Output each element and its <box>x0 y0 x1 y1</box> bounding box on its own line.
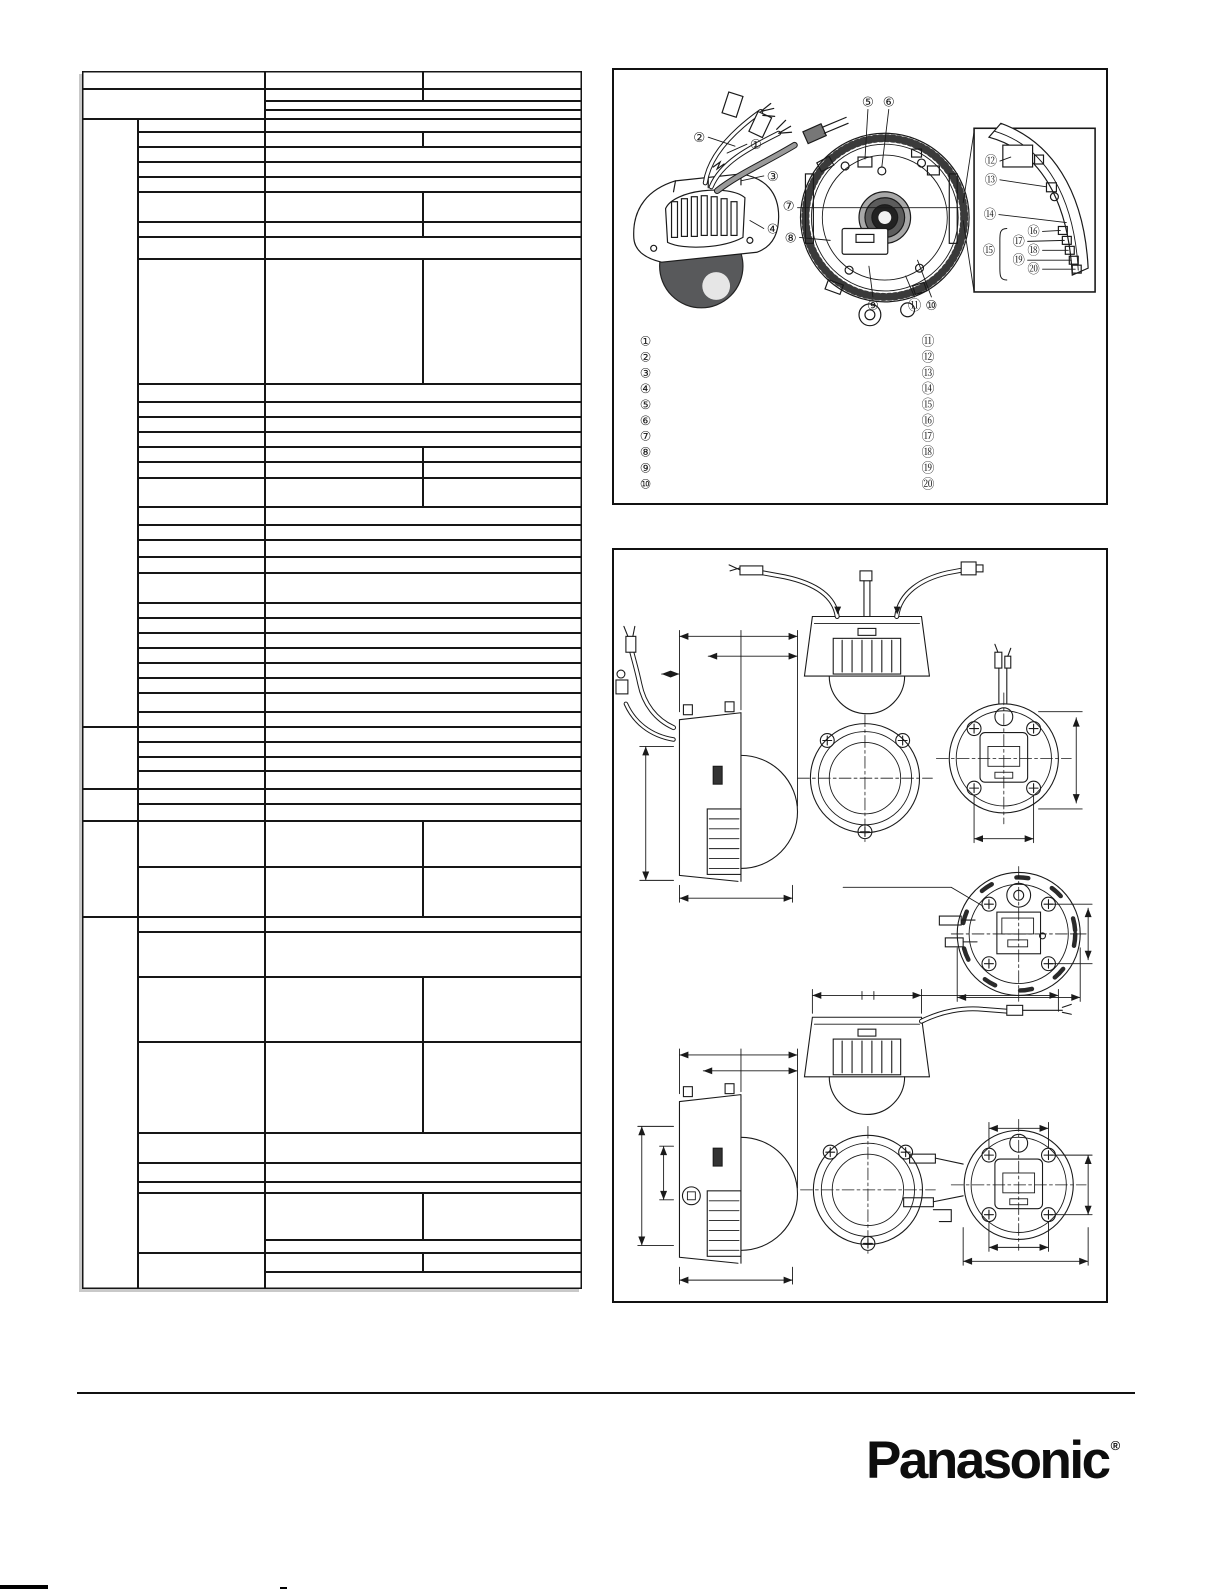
legend-item: ⑤ <box>639 398 652 414</box>
base-leader-line <box>843 887 983 906</box>
legend-item: ⑧ <box>639 445 652 461</box>
callout-7: ⑦ <box>782 199 795 215</box>
page-edge-mark <box>0 1585 48 1589</box>
dimension-set-1 <box>616 562 1071 881</box>
parts-figure-box <box>612 68 1108 505</box>
legend-item: ⑫ <box>921 350 935 366</box>
callout-16: ⑯ <box>1027 223 1040 239</box>
callout-5: ⑤ <box>861 95 874 111</box>
rear-view-plugs <box>904 1154 964 1221</box>
top-view-cables <box>729 562 983 617</box>
legend-item: ⑭ <box>921 382 935 398</box>
callout-4: ④ <box>766 222 779 238</box>
legend-item: ⑮ <box>921 398 935 414</box>
group-bracket <box>1000 228 1007 280</box>
legend-item: ⑬ <box>921 366 935 382</box>
spec-table-grid <box>82 71 582 1289</box>
top-view-cable-right <box>922 1004 1072 1021</box>
callout-8: ⑧ <box>784 231 797 247</box>
callout-14: ⑭ <box>983 206 997 222</box>
callout-20: ⑳ <box>1027 261 1040 277</box>
callout-10: ⑩ <box>925 298 938 314</box>
callout-15: ⑮ <box>982 242 996 258</box>
panasonic-logo <box>866 1431 1121 1490</box>
legend-item: ① <box>639 334 652 350</box>
callout-3: ③ <box>766 169 779 185</box>
rear-view-cable <box>995 644 1011 704</box>
callout-19: ⑲ <box>1012 252 1025 268</box>
parts-diagram <box>614 70 1106 503</box>
callout-18: ⑱ <box>1027 242 1040 258</box>
legend-item: ③ <box>639 366 652 382</box>
registered-trademark-symbol: ® <box>1110 1438 1121 1453</box>
legend-item: ④ <box>639 382 652 398</box>
base-interior-illustration <box>800 131 974 325</box>
legend-item: ② <box>639 350 652 366</box>
mounting-base-view <box>843 866 1086 1001</box>
legend-item: ⑩ <box>639 477 652 493</box>
dome-camera-illustration <box>634 92 848 308</box>
table-border <box>83 72 581 1288</box>
legend-item: ⑨ <box>639 461 652 477</box>
legend-item: ⑳ <box>921 477 935 493</box>
callout-13: ⑬ <box>984 171 998 187</box>
table-column-lines <box>138 71 265 1289</box>
legend-item: ⑪ <box>921 334 935 350</box>
side-view-cables <box>616 626 674 739</box>
dimension-set-2 <box>679 1004 1086 1263</box>
legend-item: ⑰ <box>921 429 935 445</box>
callout-17: ⑰ <box>1012 233 1025 249</box>
legend-column-right <box>922 335 935 493</box>
legend-item: ⑯ <box>921 413 935 429</box>
legend-item: ⑲ <box>921 461 935 477</box>
callout-11: ⑪ <box>907 298 922 314</box>
table-group-lines <box>82 89 582 917</box>
callout-12: ⑫ <box>984 152 998 168</box>
callout-2: ② <box>693 131 706 147</box>
dome-highlight <box>702 272 730 300</box>
legend-item: ⑱ <box>921 445 935 461</box>
legend-column-left <box>640 335 652 493</box>
footer-rule <box>77 1392 1135 1394</box>
spec-table <box>82 71 582 1289</box>
dimensions-diagram <box>614 550 1106 1301</box>
callout-1: ① <box>749 138 762 154</box>
table-row-lines <box>138 132 582 1253</box>
dimensions-figure-box <box>612 548 1108 1303</box>
legend-item: ⑦ <box>639 429 652 445</box>
pcb-connector-block <box>1003 145 1033 167</box>
brand-wordmark: Panasonic <box>866 1431 1109 1490</box>
callout-9: ⑨ <box>866 298 879 314</box>
callout-6: ⑥ <box>882 95 895 111</box>
legend-item: ⑥ <box>639 413 652 429</box>
